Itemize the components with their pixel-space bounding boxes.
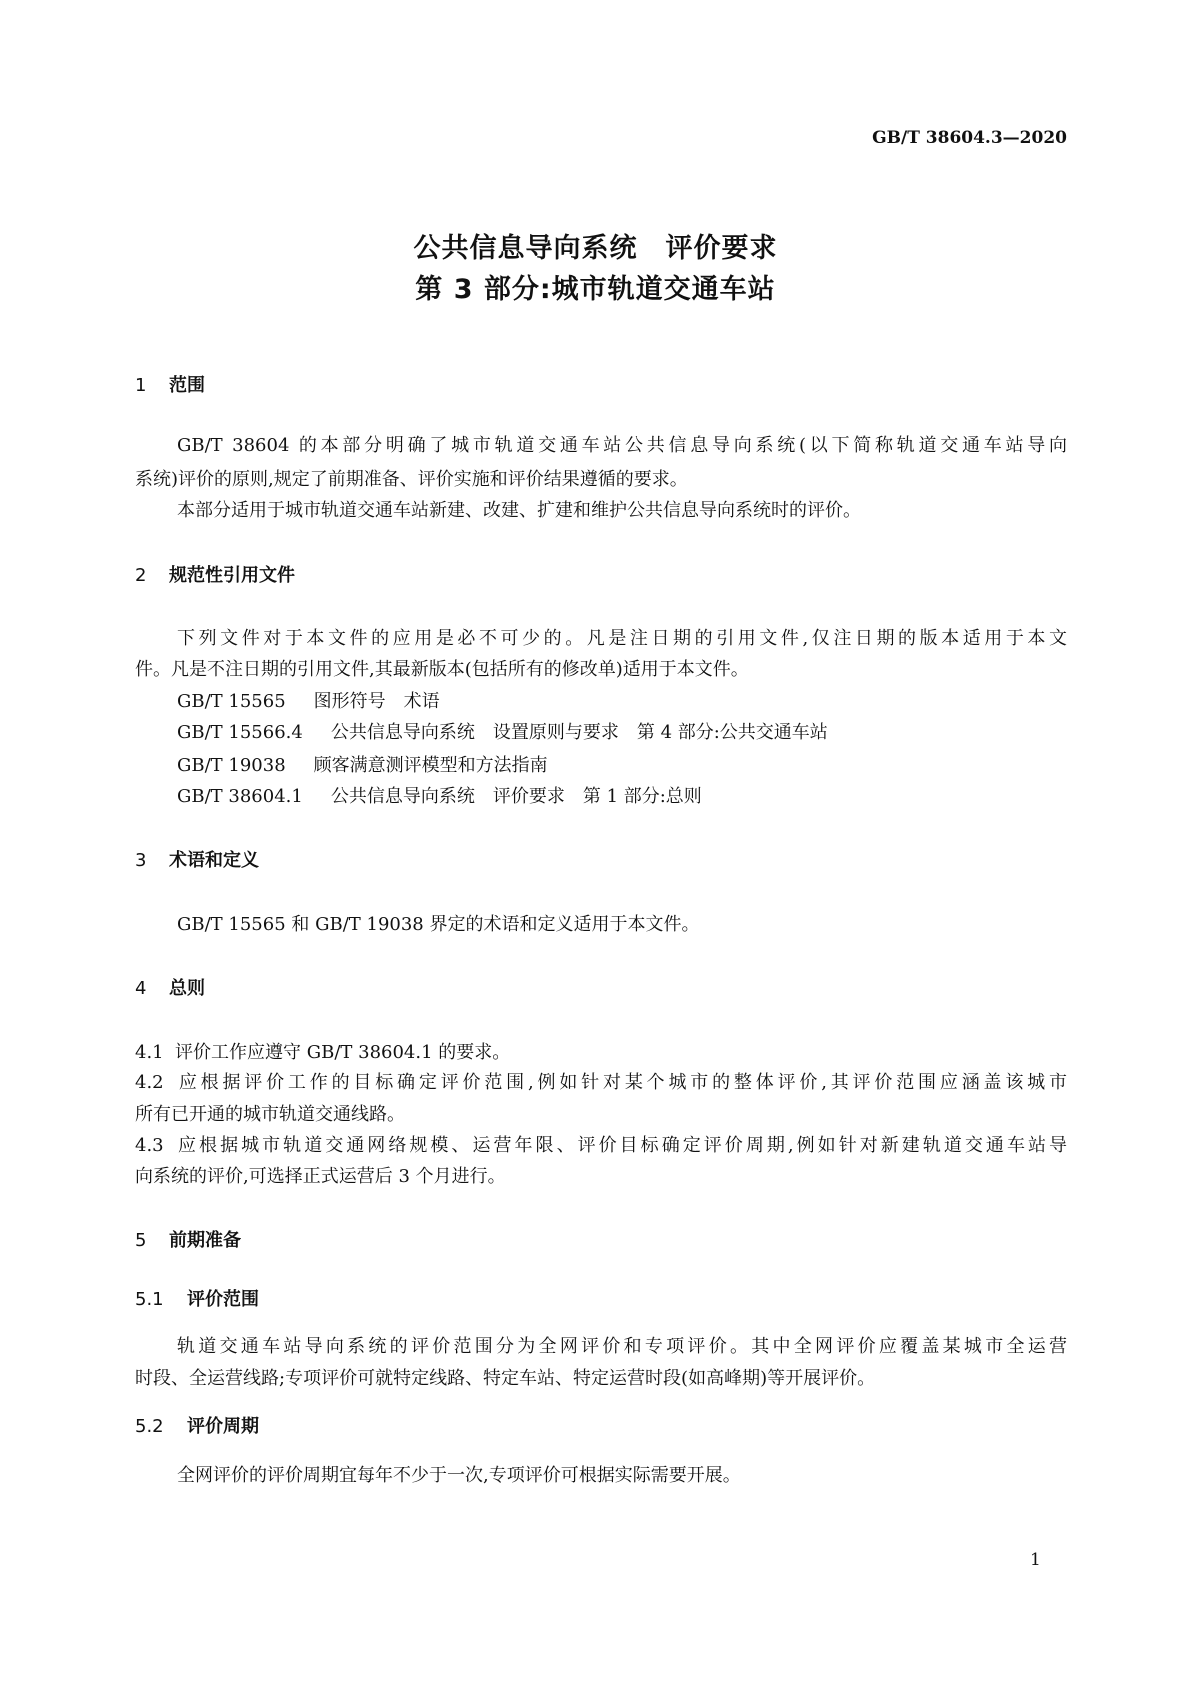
reference-item: GB/T 38604.1 公共信息导向系统 评价要求 第 1 部分:总则 <box>177 786 702 807</box>
paragraph-line: 所有已开通的城市轨道交通线路。 <box>135 1104 405 1125</box>
paragraph-line: 时段、全运营线路;专项评价可就特定线路、特定车站、特定运营时段(如高峰期)等开展评价。 <box>135 1368 876 1389</box>
paragraph-line: 系统)评价的原则,规定了前期准备、评价实施和评价结果遵循的要求。 <box>135 469 688 490</box>
paragraph-line: GB/T 15565 和 GB/T 19038 界定的术语和定义适用于本文件。 <box>177 914 700 935</box>
clause-4-2: 4.2 应根据评价工作的目标确定评价范围,例如针对某个城市的整体评价,其评价范围应涵盖该城市 <box>135 1072 1067 1093</box>
title-sub: 评价要求 <box>665 233 778 264</box>
section-heading-3: 3 术语和定义 <box>135 850 259 871</box>
paragraph-line: GB/T 38604 的本部分明确了城市轨道交通车站公共信息导向系统(以下简称轨道交通车站导向 <box>177 435 1067 456</box>
section-heading-4: 4 总则 <box>135 978 205 999</box>
page-number: 1 <box>1030 1550 1041 1570</box>
standard-code: GB/T 38604.3—2020 <box>872 128 1067 148</box>
paragraph-line: 件。凡是不注日期的引用文件,其最新版本(包括所有的修改单)适用于本文件。 <box>135 659 749 680</box>
section-heading-1: 1 范围 <box>135 375 205 396</box>
paragraph-line: 全网评价的评价周期宜每年不少于一次,专项评价可根据实际需要开展。 <box>177 1465 741 1486</box>
reference-item: GB/T 15565 图形符号 术语 <box>177 691 440 712</box>
section-heading-5: 5 前期准备 <box>135 1230 241 1251</box>
subsection-heading-5-1: 5.1 评价范围 <box>135 1289 259 1310</box>
subsection-heading-5-2: 5.2 评价周期 <box>135 1416 259 1437</box>
reference-item: GB/T 19038 顾客满意测评模型和方法指南 <box>177 755 548 776</box>
title-line-1 <box>0 232 1191 266</box>
title-main: 公共信息导向系统 <box>413 233 638 264</box>
clause-4-1: 4.1 评价工作应遵守 GB/T 38604.1 的要求。 <box>135 1042 511 1063</box>
section-heading-2: 2 规范性引用文件 <box>135 565 295 586</box>
clause-4-3: 4.3 应根据城市轨道交通网络规模、运营年限、评价目标确定评价周期,例如针对新建轨道交通车站导 <box>135 1135 1067 1156</box>
title-line-2: 第 3 部分:城市轨道交通车站 <box>415 274 776 305</box>
paragraph-line: 下列文件对于本文件的应用是必不可少的。凡是注日期的引用文件,仅注日期的版本适用于本文 <box>177 628 1067 649</box>
reference-item: GB/T 15566.4 公共信息导向系统 设置原则与要求 第 4 部分:公共交通车站 <box>177 722 828 743</box>
paragraph-line: 轨道交通车站导向系统的评价范围分为全网评价和专项评价。其中全网评价应覆盖某城市全运营 <box>177 1336 1067 1357</box>
paragraph-line: 本部分适用于城市轨道交通车站新建、改建、扩建和维护公共信息导向系统时的评价。 <box>177 500 861 521</box>
paragraph-line: 向系统的评价,可选择正式运营后 3 个月进行。 <box>135 1166 506 1187</box>
